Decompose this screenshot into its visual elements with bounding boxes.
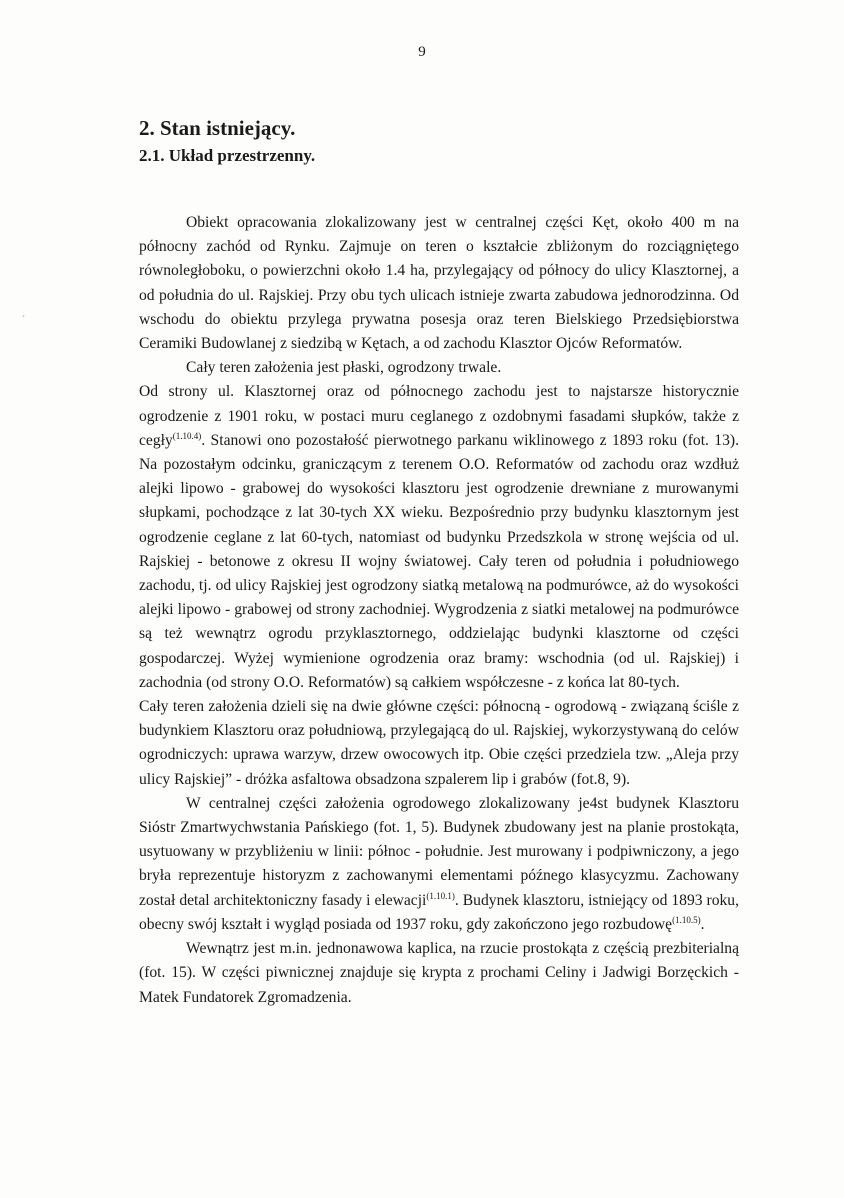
footnote-reference: (1.10.5) <box>672 914 701 925</box>
body-text <box>139 211 739 1010</box>
footnote-reference: (1.10.4) <box>172 430 202 441</box>
paragraph <box>139 356 739 380</box>
paragraph-text: Od strony ul. Klasztornej oraz od północnego zachodu jest to najstarsze historycznie ogrodzenie z 1901 roku, w postaci muru ceglanego z ozdobnymi fasadami słupków, także z cegły <box>139 383 739 449</box>
subsection-heading: 2.1. Układ przestrzenny. <box>139 146 316 165</box>
paragraph-text: Wewnątrz jest m.in. jednonawowa kaplica, na rzucie prostokąta z częścią prezbiterialną (fot. 15). W części piwnicznej znajduje się krypta z prochami Celiny i Jadwigi Borzęckich - Matek Fundatorek Zgromadzenia. <box>139 940 739 1006</box>
paragraph <box>139 380 739 695</box>
paragraph-text: W centralnej części założenia ogrodowego zlokalizowany je4st budynek Klasztoru Sióstr Zmartwychwstania Pańskiego (fot. 1, 5). Budynek zbudowany jest na planie prostokąta, usytuowany w przybliżeniu w linii: północ - południe. Jest murowany i podpiwniczony, a jego bryła reprezentuje historyzm z zachowanymi elementami późnego klasycyzmu. Zachowany został detal architektoniczny fasady i elewacji <box>139 794 739 909</box>
paragraph-text: Cały teren założenia dzieli się na dwie główne części: północną - ogrodową - związaną ściśle z budynkiem Klasztoru oraz południową, przylegającą do ul. Rajskiej, wykorzystywaną do celów ogrodniczych: uprawa warzyw, drzew owocowych itp. Obie części przedziela tzw. „Aleja przy ulicy Rajskiej” - dróżka asfaltowa obsadzona szpalerem lip i grabów (fot.8, 9). <box>139 698 739 788</box>
paragraph <box>139 695 739 792</box>
paragraph <box>139 211 739 356</box>
paragraph-text: . Stanowi ono pozostałość pierwotnego parkanu wiklinowego z 1893 roku (fot. 13). Na pozostałym odcinku, graniczącym z terenem O.O. Reformatów od zachodu oraz wzdłuż alejki lipowo - grabowej do wysokości klasztoru jest ogrodzenie drewniane z murowanymi słupkami, pochodzące z lat 30-tych XX wieku. Bezpośrednio przy budynku klasztornym jest ogrodzenie ceglane z lat 60-tych, natomiast od budynku Przedszkola w stronę wejścia od ul. Rajskiej - betonowe z okresu II wojny światowej. Cały teren od południa i południowego zachodu, tj. od ulicy Rajskiej jest ogrodzony siatką metalową na podmurówce, aż do wysokości alejki lipowo - grabowej od strony zachodniej. Wygrodzenia z siatki metalowej na podmurówce są też wewnątrz ogrodu przyklasztornego, oddzielając budynki klasztorne od części gospodarczej. Wyżej wymienione ogrodzenia oraz bramy: wschodnia (od ul. Rajskiej) i zachodnia (od strony O.O. Reformatów) są całkiem współczesne - z końca lat 80-tych. <box>139 431 739 691</box>
headings-block <box>139 114 739 169</box>
paragraph <box>139 937 739 1010</box>
scan-margin-mark: ˊ <box>22 314 25 324</box>
paragraph-text: . <box>700 915 705 933</box>
page-number: 9 <box>418 44 426 60</box>
paragraph-text: Cały teren założenia jest płaski, ogrodzony trwale. <box>186 359 502 377</box>
paragraph-text: Obiekt opracowania zlokalizowany jest w centralnej części Kęt, około 400 m na północny zachód od Rynku. Zajmuje on teren o kształcie zbliżonym do rozciągniętego równoległoboku, o powierzchni około 1.4 ha, przylegający od północy do ulicy Klasztornej, a od południa do ul. Rajskiej. Przy obu tych ulicach istnieje zwarta zabudowa jednorodzinna. Od wschodu do obiektu przylega prywatna posesja oraz teren Bielskiego Przedsiębiorstwa Ceramiki Budowlanej z siedzibą w Kętach, a od zachodu Klasztor Ojców Reformatów. <box>139 214 739 353</box>
footnote-reference: (1.10.1) <box>426 890 455 901</box>
paragraph-text: . Budynek klasztoru, istniejący od 1893 roku, obecny swój kształt i wygląd posiada od 1937 roku, gdy zakończono jego rozbudowę <box>139 891 739 933</box>
section-heading: 2. Stan istniejący. <box>139 116 296 140</box>
paragraph <box>139 792 739 937</box>
